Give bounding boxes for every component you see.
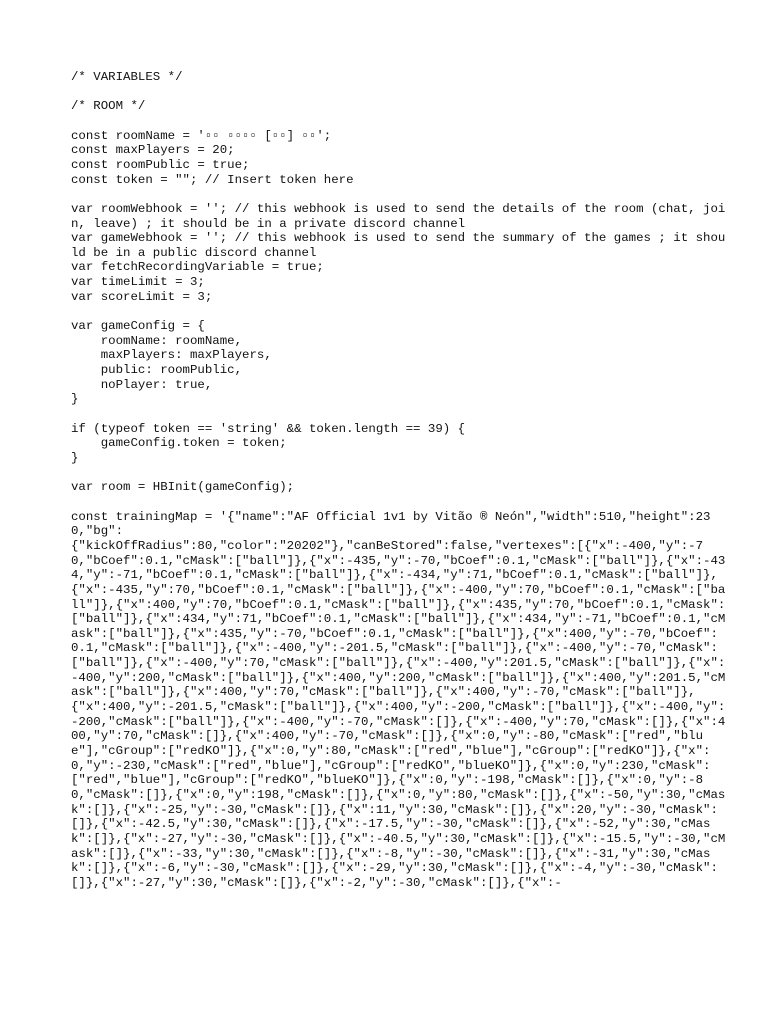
code-line: var room = HBInit(gameConfig); [71, 480, 295, 495]
code-line: var roomWebhook = ''; // this webhook is used to send the details of the room (chat, join, leave) ; it should be in a private discord channel [71, 201, 726, 231]
code-line [71, 304, 728, 319]
code-line: const trainingMap = '{"name":"AF Official 1v1 by Vitão ® Neón","width":510,"height":230,"bg": [71, 509, 711, 539]
code-line: gameConfig.token = token; [71, 436, 287, 451]
code-line: maxPlayers: maxPlayers, [71, 348, 272, 363]
code-line: var fetchRecordingVariable = true; [71, 260, 324, 275]
code-line: roomName: roomName, [71, 333, 243, 348]
code-line: var scoreLimit = 3; [71, 289, 213, 304]
code-line [71, 495, 728, 510]
code-line: var timeLimit = 3; [71, 275, 205, 290]
code-line: public: roomPublic, [71, 363, 243, 378]
code-line: var gameWebhook = ''; // this webhook is used to send the summary of the games ; it should be in a public discord channel [71, 231, 726, 260]
code-line: if (typeof token == 'string' && token.length == 39) { [71, 421, 466, 436]
code-line: {"kickOffRadius":80,"color":"20202"},"canBeStored":false,"vertexes":[{"x":-400,"y":-70,"bCoef":0.1,"cMask":["ball"]},{"x":-435,"y":-70,"bCoef":0.1,"cMask":["ball"]},{"x":-434,"y":-71,"bCoef":0.1,"cMask":["ball"]},{"x":-434,"y":71,"bCoef":0.1,"cMask":["ball"]},{"x":-435,"y":70,"bCoef":0.1,"cMask":["ball"]},{"x":-400,"y":70,"bCoef":0.1,"cMask":["ball"]},{"x":400,"y":70,"bCoef":0.1,"cMask":["ball"]},{"x":435,"y":70,"bCoef":0.1,"cMask":["ball"]},{"x":434,"y":71,"bCoef":0.1,"cMask":["ball"]},{"x":434,"y":-71,"bCoef":0.1,"cMask":["ball"]},{"x":435,"y":-70,"bCoef":0.1,"cMask":["ball"]},{"x":400,"y":-70,"bCoef":0.1,"cMask":["ball"]},{"x":-400,"y":-201.5,"cMask":["ball"]},{"x":-400,"y":-70,"cMask":["ball"]},{"x":-400,"y":70,"cMask":["ball"]},{"x":-400,"y":201.5,"cMask":["ball"]},{"x":-400,"y":200,"cMask":["ball"]},{"x":400,"y":200,"cMask":["ball"]},{"x":400,"y":201.5,"cMask":["ball"]},{"x":400,"y":70,"cMask":["ball"]},{"x":400,"y":-70,"cMask":["ball"]},{"x":400,"y":-201.5,"cMask":["ball"]},{"x":400,"y":-200,"cMask":["ball"]},{"x":-400,"y":-200,"cMask":["ball"]},{"x":-400,"y":-70,"cMask":[]},{"x":-400,"y":70,"cMask":[]},{"x":400,"y":70,"cMask":[]},{"x":400,"y":-70,"cMask":[]},{"x":0,"y":-80,"cMask":["red","blue"],"cGroup":["redKO"]},{"x":0,"y":80,"cMask":["red","blue"],"cGroup":["redKO"]},{"x":0,"y":-230,"cMask":["red","blue"],"cGroup":["redKO","blueKO"]},{"x":0,"y":230,"cMask":["red","blue"],"cGroup":["redKO","blueKO"]},{"x":0,"y":-198,"cMask":[]},{"x":0,"y":-80,"cMask":[]},{"x":0,"y":198,"cMask":[]},{"x":0,"y":80,"cMask":[]},{"x":-50,"y":30,"cMask":[]},{"x":-25,"y":-30,"cMask":[]},{"x":11,"y":30,"cMask":[]},{"x":20,"y":-30,"cMask":[]},{"x":-42.5,"y":30,"cMask":[]},{"x":-17.5,"y":-30,"cMask":[]},{"x":-52,"y":30,"cMask":[]},{"x":-27,"y":-30,"cMask":[]},{"x":-40.5,"y":30,"cMask":[]},{"x":-15.5,"y":-30,"cMask":[]},{"x":-33,"y":30,"cMask":[]},{"x":-8,"y":-30,"cMask":[]},{"x":-31,"y":30,"cMask":[]},{"x":-6,"y":-30,"cMask":[]},{"x":-29,"y":30,"cMask":[]},{"x":-4,"y":-30,"cMask":[]},{"x":-27,"y":30,"cMask":[]},{"x":-2,"y":-30,"cMask":[]},{"x":- [71, 538, 726, 890]
code-line [71, 407, 728, 422]
code-line [71, 466, 728, 481]
code-line: noPlayer: true, [71, 377, 213, 392]
code-line: } [71, 392, 79, 407]
code-line: const maxPlayers = 20; [71, 143, 235, 158]
code-listing [71, 70, 728, 891]
code-line [71, 187, 728, 202]
code-line: const roomName = '▫▫ ▫▫▫▫ [▫▫] ▫▫'; [71, 128, 332, 143]
code-line: /* ROOM */ [71, 99, 146, 114]
code-line: const roomPublic = true; [71, 157, 250, 172]
code-line [71, 114, 728, 129]
code-line: } [71, 450, 79, 465]
code-line: /* VARIABLES */ [71, 70, 183, 84]
code-line: var gameConfig = { [71, 319, 205, 334]
code-line [71, 85, 728, 100]
code-line: const token = ""; // Insert token here [71, 172, 354, 187]
